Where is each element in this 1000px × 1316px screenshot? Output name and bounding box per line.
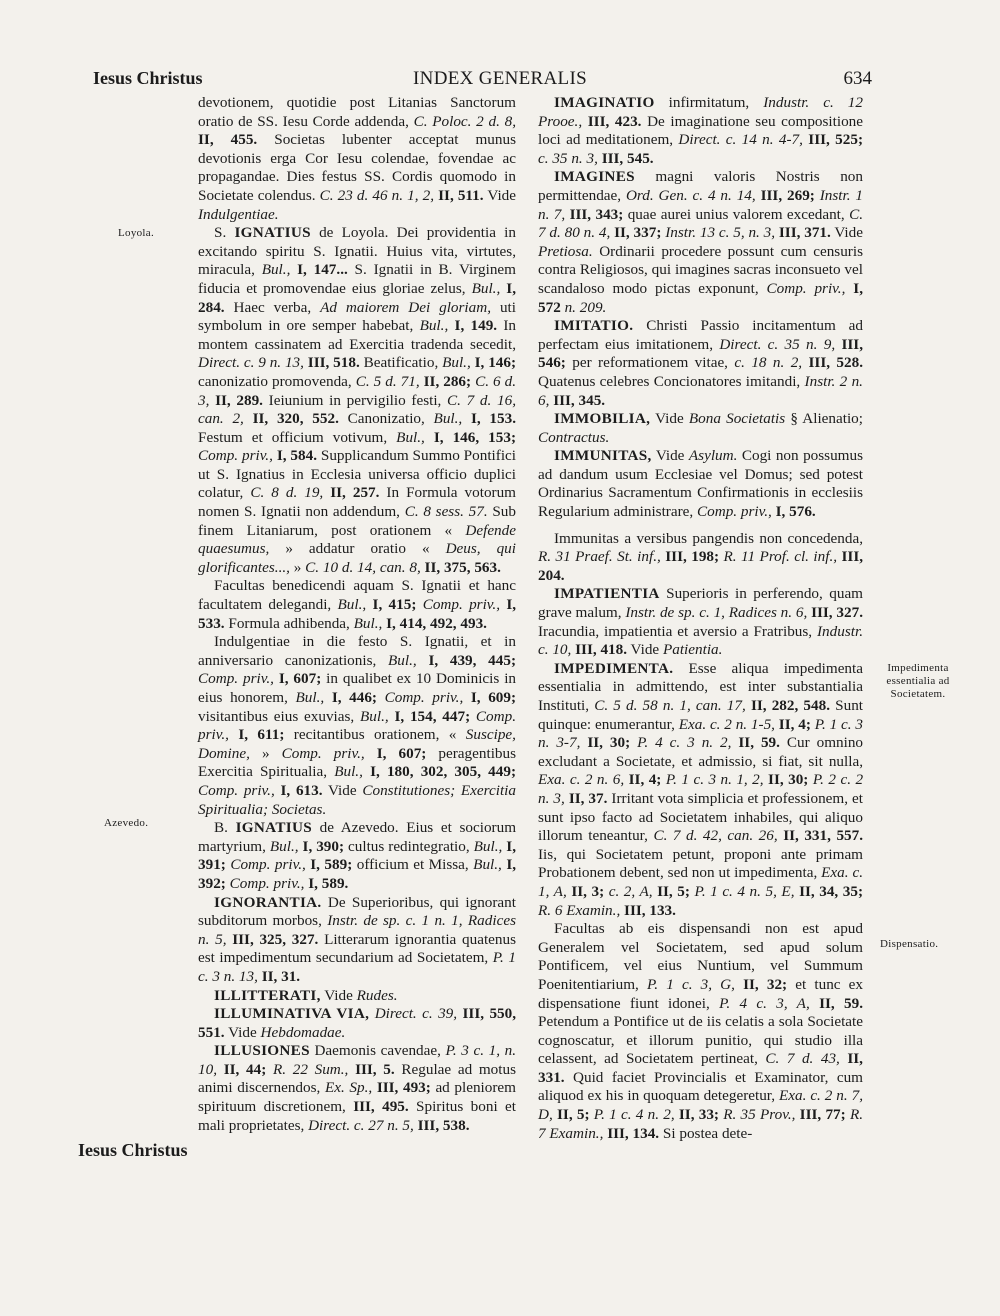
index-entry: ILLUSIONES Daemonis cavendae, P. 3 c. 1, n. 10, II, 44; R. 22 Sum., III, 5. Regulae ad motus animi discernendos, Ex. Sp., III, 493; ad pleniorem spirituum discretionem, III, 495. Spiritus boni et mali proprietates, Direct. c. 27 n. 5, III, 538.: [198, 1042, 517, 1134]
index-entry: IGNORANTIA. De Superioribus, qui ignorant subditorum morbos, Instr. de sp. c. 1 n. 1, Radices n. 5, III, 325, 327. Litterarum ignorantia quatenus est impedimentum secundarium ad Societatem, P. 1 c. 3 n. 13, II, 31.: [198, 893, 516, 985]
margin-note-impedimenta: Impedimenta essentialia ad Societatem.: [886, 662, 950, 700]
index-entry: IMAGINATIO infirmitatum, Industr. c. 12 Prooe., III, 423. De imaginatione seu compositione loci ad meditationem, Direct. c. 14 n. 4-7, III, 525; c. 35 n. 3, III, 545.: [538, 94, 863, 167]
running-head-title: INDEX GENERALIS: [413, 68, 587, 89]
left-column: [198, 94, 516, 1135]
index-entry: ILLUMINATIVA VIA, Direct. c. 39, III, 550, 551. Vide Hebdomadae.: [198, 1005, 517, 1041]
margin-note-azevedo: Azevedo.: [104, 817, 149, 829]
right-column: [538, 94, 863, 1143]
index-entry: IMMOBILIA, Vide Bona Societatis § Alienatio; Contractus.: [538, 410, 863, 446]
catchword-footer: Iesus Christus: [78, 1140, 188, 1160]
index-entry: B. IGNATIUS de Azevedo. Eius et sociorum martyrium, Bul., I, 390; cultus redintegratio, Bul., I, 391; Comp. priv., I, 589; officium et Missa, Bul., I, 392; Comp. priv., I, 589.: [198, 819, 517, 892]
index-entry: devotionem, quotidie post Litanias Sanctorum oratio de SS. Iesu Corde addenda, C. Poloc. 2 d. 8, II, 455. Societas lubenter acceptat munus devotionis erga Cor Iesu colendae, fovendae ac propagandae. Dies festus SS. Cordis quomodo in Societate colendus. C. 23 d. 46 n. 1, 2, II, 511. Vide Indulgentiae.: [198, 94, 517, 223]
index-entry: Immunitas a versibus pangendis non concedenda, R. 31 Praef. St. inf., III, 198; R. 11 Prof. cl. inf., III, 204.: [538, 529, 864, 584]
index-entry: IMITATIO. Christi Passio incitamentum ad perfectam eius imitationem, Direct. c. 35 n. 9, III, 546; per reformationem vitae, c. 18 n. 2, III, 528. Quatenus celebres Concionatores imitandi, Instr. 2 n. 6, III, 345.: [538, 317, 864, 409]
margin-note-dispensatio: Dispensatio.: [880, 938, 939, 950]
index-entry: IMMUNITAS, Vide Asylum. Cogi non possumus ad dandum usum Ecclesiae vel Domus; sed potest Ordinarius Sacramentum Confirmationis in ecclesiis Regularium administrare, Comp. priv., I, 576.: [538, 447, 863, 521]
margin-note-loyola: Loyola.: [118, 227, 155, 239]
index-entry: IMPEDIMENTA. Esse aliqua impedimenta essentialia in admittendo, est inter substantialia Instituti, C. 5 d. 58 n. 1, can. 17, II, 282, 548. Sunt quinque: enumerantur, Exa. c. 2 n. 1-5, II, 4; P. 1 c. 3 n. 3-7, II, 30; P. 4 c. 3 n. 2, II, 59. Cur omnino excludant a Societate, et admissio, si fiat, sit nulla, Exa. c. 2 n. 6, II, 4; P. 1 c. 3 n. 1, 2, II, 30; P. 2 c. 2 n. 3, II, 37. Irritant vota simplicia et professionem, et sunt ipso facto ad Societatem inhabiles, qui aliquo illorum teneantur, C. 7 d. 42, can. 26, II, 331, 557. Iis, qui Societatem petunt, proponi ante primam Probationem debent, sed non ut impedimenta, Exa. c. 1, A, II, 3; c. 2, A, II, 5; P. 1 c. 4 n. 5, E, II, 34, 35; R. 6 Examin., III, 133.: [538, 659, 864, 919]
running-head-left: Iesus Christus: [93, 68, 203, 88]
index-entry: IMPATIENTIA Superioris in perferendo, quam grave malum, Instr. de sp. c. 1, Radices n. 6, III, 327. Iracundia, impatientia et aversio a Fratribus, Industr. c. 10, III, 418. Vide Patientia.: [538, 585, 863, 659]
index-entry: Indulgentiae in die festo S. Ignatii, et in anniversario canonizationis, Bul., I, 439, 445; Comp. priv., I, 607; in qualibet ex 10 Dominicis in eius honorem, Bul., I, 446; Comp. priv., I, 609; visitantibus eius exuvias, Bul., I, 154, 447; Comp. priv., I, 611; recitantibus orationem, « Suscipe, Domine, » Comp. priv., I, 607; peragentibus Exercitia Spiritualia, Bul., I, 180, 302, 305, 449; Comp. priv., I, 613. Vide Constitutiones; Exercitia Spiritualia; Societas.: [198, 633, 517, 818]
index-entry: Facultas ab eis dispensandi non est apud Generalem vel Societatem, sed apud solum Pontificem, vel eius Nuntium, vel Summum Poenitentiarium, P. 1 c. 3, G, II, 32; et tunc ex dispensatione fiunt idonei, P. 4 c. 3, A, II, 59. Petendum a Pontifice ut de iis celatis a sola Societate cognoscatur, et illorum punitio, qui studio illa celassent, ad Societatem pertineat, C. 7 d. 43, II, 331. Quid faciet Provincialis et Examinator, cum aliquod ex his in quoquam detegeretur, Exa. c. 2 n. 7, D, II, 5; P. 1 c. 4 n. 2, II, 33; R. 35 Prov., III, 77; R. 7 Examin., III, 134. Si postea dete-: [538, 920, 864, 1142]
index-entry: ILLITTERATI, Vide Rudes.: [214, 986, 398, 1004]
index-entry: S. IGNATIUS de Loyola. Dei providentia in excitando spiritu S. Ignatii. Huius vita, virtutes, miracula, Bul., I, 147... S. Ignatii in B. Virginem fiducia et promovendae eius gloriae zelus, Bul., I, 284. Haec verba, Ad maiorem Dei gloriam, uti symbolum in ore semper habebat, Bul., I, 149. In montem cassinatem ad Exercitia tradenda secedit, Direct. c. 9 n. 13, III, 518. Beatificatio, Bul., I, 146; canonizatio promovenda, C. 5 d. 71, II, 286; C. 6 d. 3, II, 289. Ieiunium in pervigilio festi, C. 7 d. 16, can. 2, II, 320, 552. Canonizatio, Bul., I, 153. Festum et officium votivum, Bul., I, 146, 153; Comp. priv., I, 584. Supplicandum Summo Pontifici ut S. Ignatius in Ecclesia universa officio duplici colatur, C. 8 d. 19, II, 257. In Formula votorum nomen S. Ignatii non addendum, C. 8 sess. 57. Sub finem Litaniarum, post orationem « Defende quaesumus, » addatur oratio « Deus, qui glorificantes..., » C. 10 d. 14, can. 8, II, 375, 563.: [198, 224, 517, 576]
index-entry: IMAGINES magni valoris Nostris non permittendae, Ord. Gen. c. 4 n. 14, III, 269; Instr. 1 n. 7, III, 343; quae aurei unius valorem excedant, C. 7 d. 80 n. 4, II, 337; Instr. 13 c. 5, n. 3, III, 371. Vide Pretiosa. Ordinarii procedere possunt cum censuris contra Religiosos, qui imagines sacras inconsueto vel scandaloso modo pictas exponunt, Comp. priv., I, 572 n. 209.: [538, 168, 864, 316]
page-number: 634: [843, 68, 872, 89]
index-entry: Facultas benedicendi aquam S. Ignatii et hanc facultatem delegandi, Bul., I, 415; Comp. priv., I, 533. Formula adhibenda, Bul., I, 414, 492, 493.: [198, 577, 517, 632]
